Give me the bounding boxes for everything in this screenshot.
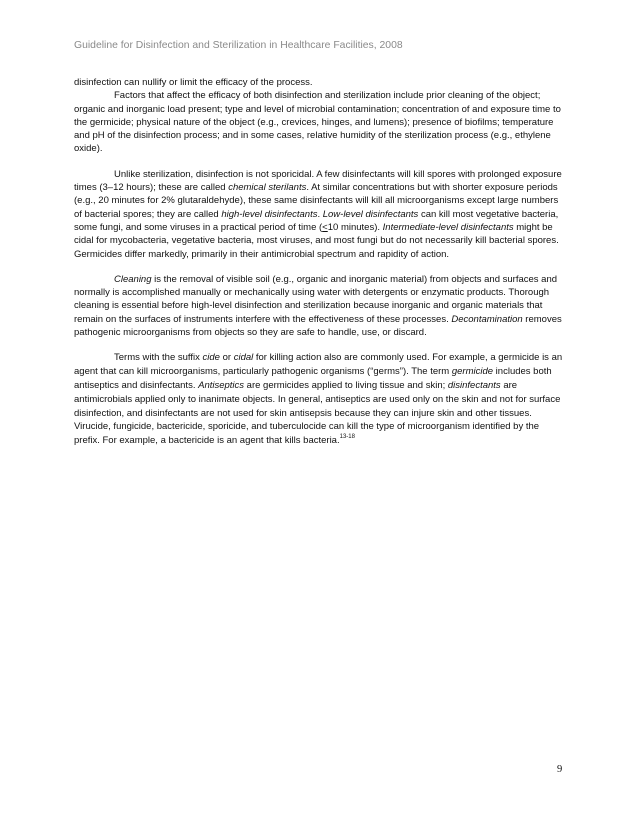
term-cidal: cidal bbox=[233, 352, 254, 364]
reference-superscript: 13-18 bbox=[339, 434, 355, 441]
term-cide: cide bbox=[202, 352, 220, 364]
text-run: . bbox=[317, 208, 323, 220]
term-decontamination: Decontamination bbox=[451, 313, 523, 325]
text-run: or bbox=[219, 352, 234, 364]
term-low-level-disinfectants: Low-level disinfectants bbox=[322, 208, 419, 220]
text-run: Terms with the suffix bbox=[114, 352, 203, 364]
paragraph-cleaning bbox=[74, 273, 564, 339]
term-cleaning: Cleaning bbox=[114, 273, 152, 285]
text-run: 10 minutes). bbox=[327, 221, 383, 233]
paragraph-disinfection-levels bbox=[74, 168, 564, 261]
text-run: are germicides applied to living tissue and skin; bbox=[244, 379, 448, 391]
paragraph-factors-text: Factors that affect the efficacy of both disinfection and sterilization include prior cleaning of the object; organic and inorganic load present; type and level of microbial contamination; concentration of and exposure time to the germicide; physical nature of the object (e.g., crevices, hinges, and lumens); presence of biofilms; temperature and pH of the disinfection process; and in some cases, relative humidity of the sterilization process (e.g., ethylene oxide). bbox=[74, 90, 561, 155]
term-high-level-disinfectants: high-level disinfectants bbox=[221, 208, 318, 220]
text-run: are antimicrobials applied only to inanimate objects. In general, antiseptics are used only on the skin and not for surface disinfection, and disinfectants are not used for skin antisepsis because they can injure skin and other tissues. Virucide, fungicide, bactericide, sporicide, and tuberculocide can kill the type of microorganism identified by the prefix. For example, a bactericide is an agent that kills bacteria. bbox=[74, 379, 561, 447]
term-germicide: germicide bbox=[451, 366, 494, 378]
text-run: can kill most vegetative bacteria, some fungi, and some viruses in a practical period of time ( bbox=[74, 208, 559, 233]
term-intermediate-level-disinfectants: Intermediate-level disinfectants bbox=[382, 221, 514, 233]
paragraph-terms bbox=[74, 351, 564, 448]
term-chemical-sterilants: chemical sterilants bbox=[228, 182, 307, 194]
body-text bbox=[74, 76, 564, 460]
text-run: removes pathogenic microorganisms from objects so they are safe to handle, use, or discard. bbox=[74, 313, 562, 339]
text-run: Unlike sterilization, disinfection is not sporicidal. A few disinfectants will kill spores with prolonged exposure times (3–12 hours); these are called bbox=[74, 168, 562, 194]
text-run: is the removal of visible soil (e.g., organic and inorganic material) from objects and surfaces and normally is accomplished manually or mechanically using water with detergents or enzymatic products. Thorough cleaning is essential before high-level disinfection and sterilization because inorganic and organic materials that remain on the surfaces of instruments interfere with the effectiveness of these processes. bbox=[74, 273, 558, 325]
page-number: 9 bbox=[557, 764, 563, 775]
term-antiseptics: Antiseptics bbox=[198, 379, 245, 391]
paragraph-continuation: disinfection can nullify or limit the efficacy of the process. bbox=[74, 77, 313, 88]
less-than-or-equal-symbol: < bbox=[322, 221, 328, 233]
text-run: includes both antiseptics and disinfectants. bbox=[74, 366, 552, 391]
text-run: might be cidal for mycobacteria, vegetative bacteria, most viruses, and most fungi but do not necessarily kill bacterial spores. Germicides differ markedly, primarily in their antimicrobial spectrum and rapidity of action. bbox=[74, 221, 559, 260]
text-run: . At similar concentrations but with shorter exposure periods (e.g., 20 minutes for 2% glutaraldehyde), these same disinfectants will kill all microorganisms except large numbers of bacterial spores; they are called bbox=[74, 182, 559, 220]
term-disinfectants: disinfectants bbox=[447, 379, 501, 391]
text-run: for killing action also are commonly used. For example, a germicide is an agent that can kill microorganisms, particularly pathogenic organisms (“germs”). The term bbox=[74, 352, 563, 378]
paragraph-factors bbox=[74, 89, 564, 155]
running-header: Guideline for Disinfection and Sterilization in Healthcare Facilities, 2008 bbox=[74, 40, 403, 51]
